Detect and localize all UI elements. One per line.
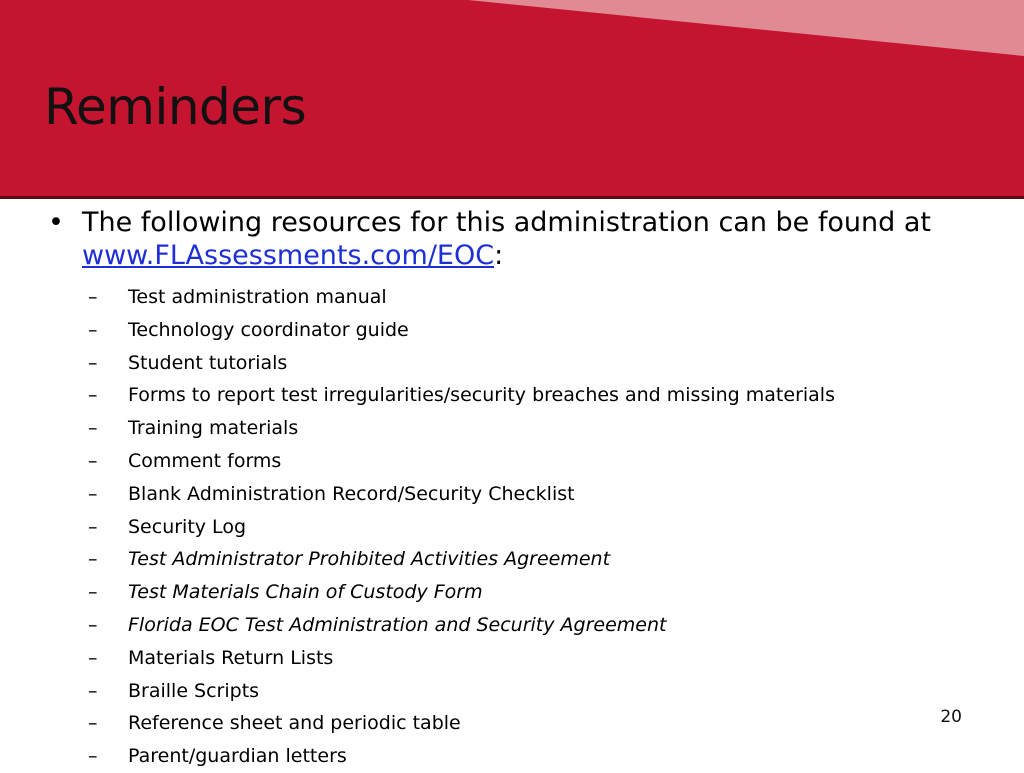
resource-list-item (88, 511, 835, 544)
resource-label: Braille Scripts (128, 679, 260, 702)
resource-label: Technology coordinator guide (128, 318, 409, 341)
page-title: Reminders (44, 78, 307, 136)
resource-list-item (88, 576, 835, 609)
title-banner (0, 0, 1024, 196)
intro-text: The following resources for this administration can be found at (82, 207, 931, 238)
resource-label: Florida EOC Test Administration and Security Agreement (128, 613, 667, 636)
link-colon: : (494, 240, 504, 271)
resource-list-item (88, 543, 835, 576)
resource-label: Forms to report test irregularities/security breaches and missing materials (128, 384, 835, 407)
resource-list-item (88, 707, 835, 740)
resource-list-item (88, 675, 835, 708)
resource-list-item (88, 347, 835, 380)
resource-list-item (88, 314, 835, 347)
resource-list-item (88, 642, 835, 675)
resource-list-item (88, 412, 835, 445)
resource-list-item (88, 379, 835, 412)
resource-label: Comment forms (128, 449, 282, 472)
banner-accent-stripe (0, 0, 1024, 60)
resource-list-item (88, 478, 835, 511)
dash-bullet-icon: – (88, 613, 98, 636)
page-number: 20 (940, 707, 962, 727)
resource-label: Test administration manual (128, 286, 387, 308)
dash-bullet-icon: – (88, 581, 98, 604)
dash-bullet-icon: – (88, 712, 98, 735)
dash-bullet-icon: – (88, 449, 98, 472)
resource-list (88, 281, 835, 773)
dash-bullet-icon: – (88, 679, 98, 702)
dash-bullet-icon: – (88, 482, 98, 505)
dash-bullet-icon: – (88, 286, 98, 308)
resource-list-item (88, 740, 835, 773)
resource-label: Blank Administration Record/Security Checklist (128, 482, 575, 505)
resource-list-item (88, 281, 835, 314)
dash-bullet-icon: – (88, 318, 98, 341)
dash-bullet-icon: – (88, 384, 98, 407)
resource-label: Parent/guardian letters (128, 745, 347, 768)
dash-bullet-icon: – (88, 351, 98, 374)
dash-bullet-icon: – (88, 515, 98, 538)
banner-accent-shape (468, 0, 1024, 56)
dash-bullet-icon: – (88, 548, 98, 571)
resource-label: Test Materials Chain of Custody Form (128, 581, 483, 604)
banner-divider (0, 196, 1024, 199)
dash-bullet-icon: – (88, 745, 98, 768)
main-bullet (48, 206, 1008, 272)
resources-link[interactable]: www.FLAssessments.com/EOC (82, 240, 495, 271)
resource-label: Security Log (128, 515, 246, 538)
dash-bullet-icon: – (88, 417, 98, 440)
dash-bullet-icon: – (88, 646, 98, 669)
resource-list-item (88, 609, 835, 642)
resource-label: Materials Return Lists (128, 646, 334, 669)
resource-label: Training materials (128, 417, 299, 440)
main-bullet-text (82, 206, 1008, 272)
resource-label: Reference sheet and periodic table (128, 712, 461, 735)
bullet-icon: • (48, 207, 64, 238)
resource-list-item (88, 445, 835, 478)
resource-label: Test Administrator Prohibited Activities Agreement (128, 548, 611, 571)
resource-label: Student tutorials (128, 351, 288, 374)
